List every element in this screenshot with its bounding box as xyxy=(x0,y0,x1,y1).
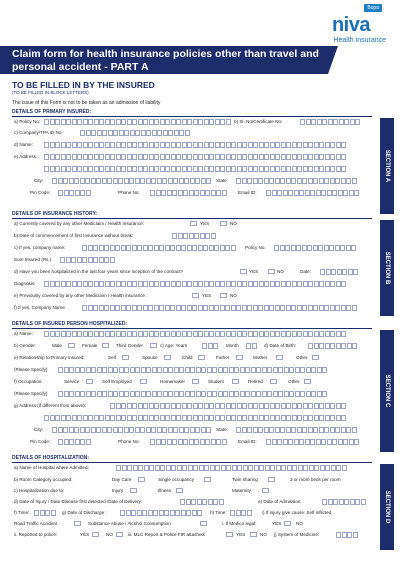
history-q-c: c) If yes, company name: xyxy=(14,245,66,250)
section-b-tab: SECTION B xyxy=(380,220,394,316)
address-field-1[interactable] xyxy=(44,154,347,160)
dob-field[interactable] xyxy=(308,343,358,349)
relation-specify-field[interactable] xyxy=(58,367,328,373)
no-checkbox[interactable] xyxy=(268,269,275,274)
yes-checkbox[interactable] xyxy=(240,269,247,274)
email-label: Email ID: xyxy=(238,190,257,195)
no-label: NO xyxy=(277,269,284,274)
patient-email-label: Email ID: xyxy=(238,439,257,444)
homemaker-checkbox[interactable] xyxy=(192,379,199,384)
admission-date-field[interactable] xyxy=(322,499,366,505)
mlc-report-label: iii. MLC Report & Police FIR attached: xyxy=(128,532,206,537)
room-category-label: b) Room Category occupied: xyxy=(14,477,73,482)
yes-label: YES xyxy=(200,221,210,226)
spouse-label: Spouse xyxy=(142,355,158,360)
policy-no-label: a) Policy No: xyxy=(14,119,41,124)
hospital-name-field[interactable] xyxy=(116,465,347,471)
yes-checkbox[interactable] xyxy=(192,293,199,298)
occupation-specify-field[interactable] xyxy=(58,391,328,397)
gender-label: b) Gender: xyxy=(14,343,36,348)
age-years-field[interactable] xyxy=(202,343,219,349)
hospital-name-label: a) Name of Hospital where Admitted: xyxy=(14,465,89,470)
twin-sharing-label: Twin sharing xyxy=(232,477,258,482)
name-label: d) Name: xyxy=(14,142,33,147)
city-field[interactable] xyxy=(52,178,212,184)
father-checkbox[interactable] xyxy=(236,355,243,360)
patient-pin-label: Pin Code: xyxy=(30,439,51,444)
male-checkbox[interactable] xyxy=(68,343,75,348)
brand-tagline: Health insurance xyxy=(333,37,386,44)
road-accident-label: Road Traffic Accident xyxy=(14,521,58,526)
no-label: NO xyxy=(296,521,303,526)
prev-company-field[interactable] xyxy=(82,305,357,311)
patient-pin-field[interactable] xyxy=(58,439,91,445)
child-checkbox[interactable] xyxy=(198,355,205,360)
date-injury-field[interactable] xyxy=(180,499,224,505)
patient-state-field[interactable] xyxy=(236,427,357,433)
section-d-heading: DETAILS OF HOSPITALIZATION: xyxy=(12,455,89,461)
divider xyxy=(12,116,372,117)
patient-phone-field[interactable] xyxy=(150,439,227,445)
student-label: Student xyxy=(208,379,224,384)
divider xyxy=(12,218,372,219)
patient-name-field[interactable] xyxy=(44,331,347,337)
state-field[interactable] xyxy=(236,178,357,184)
yes-checkbox[interactable] xyxy=(190,221,197,226)
email-field[interactable] xyxy=(266,190,360,196)
yes-checkbox[interactable] xyxy=(226,532,233,537)
sum-insured-field[interactable] xyxy=(60,257,115,263)
policy-no-field[interactable] xyxy=(44,119,231,125)
yes-checkbox[interactable] xyxy=(284,521,291,526)
twin-sharing-checkbox[interactable] xyxy=(268,477,275,482)
self-employed-label: Self Employed xyxy=(102,379,132,384)
patient-address-label: g) Address (if different from above): xyxy=(14,403,86,408)
age-month-field[interactable] xyxy=(246,343,257,349)
other-relation-checkbox[interactable] xyxy=(312,355,319,360)
injury-label: Injury xyxy=(112,488,124,493)
diagnosis-field[interactable] xyxy=(44,281,347,287)
no-checkbox[interactable] xyxy=(250,532,257,537)
patient-address-field-1[interactable] xyxy=(110,403,347,409)
third-gender-checkbox[interactable] xyxy=(150,343,157,348)
no-checkbox[interactable] xyxy=(116,532,123,537)
patient-city-field[interactable] xyxy=(52,427,212,433)
female-label: Female xyxy=(82,343,98,348)
day-care-checkbox[interactable] xyxy=(138,477,145,482)
occupation-label: f) Occupation: xyxy=(14,379,43,384)
discharge-date-field[interactable] xyxy=(120,510,203,516)
three-beds-label: 3 or more beds per room xyxy=(290,477,341,482)
injury-cause-label: i) If injury give cause: Self inflicted xyxy=(262,510,332,515)
spouse-checkbox[interactable] xyxy=(164,355,171,360)
self-employed-checkbox[interactable] xyxy=(140,379,147,384)
homemaker-label: Homemaker xyxy=(160,379,186,384)
section-b-heading: DETAILS OF INSURANCE HISTORY: xyxy=(12,211,98,217)
single-occupancy-label: Single occupancy xyxy=(158,477,195,482)
road-accident-checkbox[interactable] xyxy=(74,521,81,526)
age-month-label: Month xyxy=(226,343,239,348)
name-field[interactable] xyxy=(44,142,347,148)
logo xyxy=(320,4,388,48)
policy-no-label-b: Policy No. xyxy=(245,245,266,250)
patient-address-field-2[interactable] xyxy=(44,415,347,421)
phone-label: Phone No: xyxy=(118,190,140,195)
other-occupation-checkbox[interactable] xyxy=(304,379,311,384)
history-q-a: a) Currently covered by any other Mediclaim / Health Insurance: xyxy=(14,221,144,226)
male-label: Male xyxy=(52,343,62,348)
company-name-field[interactable] xyxy=(82,245,236,251)
mother-checkbox[interactable] xyxy=(276,355,283,360)
self-label: Self xyxy=(108,355,116,360)
discharge-time-label: h) Time: xyxy=(210,510,227,515)
yes-checkbox[interactable] xyxy=(92,532,99,537)
single-occupancy-checkbox[interactable] xyxy=(204,477,211,482)
discharge-date-label: g) Date of Discharge : xyxy=(62,510,107,515)
day-care-label: Day Care xyxy=(112,477,132,482)
phone-field[interactable] xyxy=(150,190,227,196)
no-label: NO xyxy=(260,532,267,537)
female-checkbox[interactable] xyxy=(102,343,109,348)
self-checkbox[interactable] xyxy=(122,355,129,360)
sl-no-label: b) Sl. No/Certificate No: xyxy=(234,119,283,124)
admission-time-label: f) Time: xyxy=(14,510,30,515)
history-q-f: f) If yes, Company Name xyxy=(14,305,65,310)
yes-label: YES xyxy=(249,269,259,274)
system-medicine-field[interactable] xyxy=(336,532,358,538)
relationship-label: e) Relationship to Primary insured: xyxy=(14,355,85,360)
sl-no-field[interactable] xyxy=(300,119,361,125)
diagnosis-label: Diagnosis: xyxy=(14,281,36,286)
section-a-tab: SECTION A xyxy=(380,118,394,214)
history-q-d: d) Have you been hospitalized in the last four years since inception of the contract? xyxy=(14,269,184,274)
yes-label: YES xyxy=(236,532,246,537)
state-label: State: xyxy=(216,178,229,183)
yes-label: YES xyxy=(80,532,90,537)
yes-label: YES xyxy=(272,521,282,526)
commencement-date-field[interactable] xyxy=(172,233,216,239)
substance-label: Substance Abuse / Alcohol Consumption xyxy=(88,521,171,526)
other-occupation-label: Other xyxy=(288,379,300,384)
city-label: City: xyxy=(34,178,44,183)
no-label: NO xyxy=(230,293,237,298)
mother-label: Mother xyxy=(253,355,268,360)
sum-insured-label: Sum Insured (Rs.) xyxy=(14,257,52,262)
child-label: Child xyxy=(182,355,193,360)
section-c-tab: SECTION C xyxy=(380,330,394,452)
maternity-checkbox[interactable] xyxy=(262,488,269,493)
student-checkbox[interactable] xyxy=(232,379,239,384)
yes-label: YES xyxy=(202,293,212,298)
service-checkbox[interactable] xyxy=(86,379,93,384)
patient-state-label: State: xyxy=(216,427,229,432)
section-c-heading: DETAILS OF INSURED PERSON HOSPITALIZED: xyxy=(12,321,128,327)
bupa-badge: Bupa xyxy=(364,4,382,12)
retired-checkbox[interactable] xyxy=(270,379,277,384)
divider xyxy=(12,462,372,463)
insured-heading: TO BE FILLED IN BY THE INSURED xyxy=(12,80,155,90)
relation-specify-label: (Please Specify) xyxy=(14,367,48,372)
medico-legal-label: i. If Medico legal: xyxy=(222,521,257,526)
hospitalized-date-field[interactable] xyxy=(320,269,359,275)
section-a-heading: DETAILS OF PRIMARY INSURED: xyxy=(12,109,92,115)
dob-label: d) Date of Birth: xyxy=(264,343,297,348)
history-q-b: b) Date of commencement of first Insurance without break: xyxy=(14,233,134,238)
injury-checkbox[interactable] xyxy=(130,488,137,493)
policy-no-field-b[interactable] xyxy=(274,245,357,251)
admission-date-label: e) Date of Admission: xyxy=(258,499,302,504)
address-label: e) Address: xyxy=(14,154,38,159)
pin-code-field[interactable] xyxy=(58,190,91,196)
occupation-specify-label: (Please Specify) xyxy=(14,391,48,396)
patient-email-field[interactable] xyxy=(266,439,360,445)
form-title: Claim form for health insurance policies other than travel and personal accident - PART A xyxy=(0,46,328,74)
age-years-label: c) Age: Years xyxy=(160,343,188,348)
hospitalization-due-label: c) Hospitalization due to: xyxy=(14,488,65,493)
admission-time-field[interactable] xyxy=(34,510,56,516)
no-checkbox[interactable] xyxy=(220,221,227,226)
maternity-label: Maternity xyxy=(232,488,251,493)
discharge-time-field[interactable] xyxy=(230,510,252,516)
retired-label: Retired xyxy=(248,379,263,384)
brand-name: niva xyxy=(331,14,370,36)
no-checkbox[interactable] xyxy=(220,293,227,298)
divider xyxy=(12,328,372,329)
substance-checkbox[interactable] xyxy=(200,521,207,526)
illness-checkbox[interactable] xyxy=(176,488,183,493)
father-label: Father xyxy=(216,355,230,360)
date-injury-label: d) Date of Injury / Date Disease first detected /Date of Delivery: xyxy=(14,499,143,504)
patient-city-label: City: xyxy=(34,427,44,432)
other-relation-label: Other xyxy=(296,355,308,360)
third-gender-label: Third Gender xyxy=(116,343,144,348)
system-medicine-label: j) System of Medicine: xyxy=(274,532,320,537)
address-field-2[interactable] xyxy=(44,166,347,172)
illness-label: Illness xyxy=(158,488,172,493)
reported-police-label: ii. Reported to police: xyxy=(14,532,58,537)
patient-name-label: a) Name: xyxy=(14,331,33,336)
date-label: Date: xyxy=(300,269,311,274)
insured-subheading: (TO BE FILLED IN BLOCK LETTERS) xyxy=(12,90,89,95)
patient-phone-label: Phone No: xyxy=(118,439,140,444)
no-label: NO xyxy=(230,221,237,226)
pin-code-label: Pin Code: xyxy=(30,190,51,195)
service-label: Service xyxy=(64,379,80,384)
section-d-tab: SECTION D xyxy=(380,464,394,550)
history-q-e: e) Previously covered by any other Mediclaim / Health insurance : xyxy=(14,293,148,298)
company-tpa-field[interactable] xyxy=(80,130,190,136)
liability-note: The issue of this Form is not to be taken as an admission of liability xyxy=(12,100,161,106)
company-tpa-label: c) Company/TPA ID No: xyxy=(14,130,63,135)
no-label: NO xyxy=(106,532,113,537)
